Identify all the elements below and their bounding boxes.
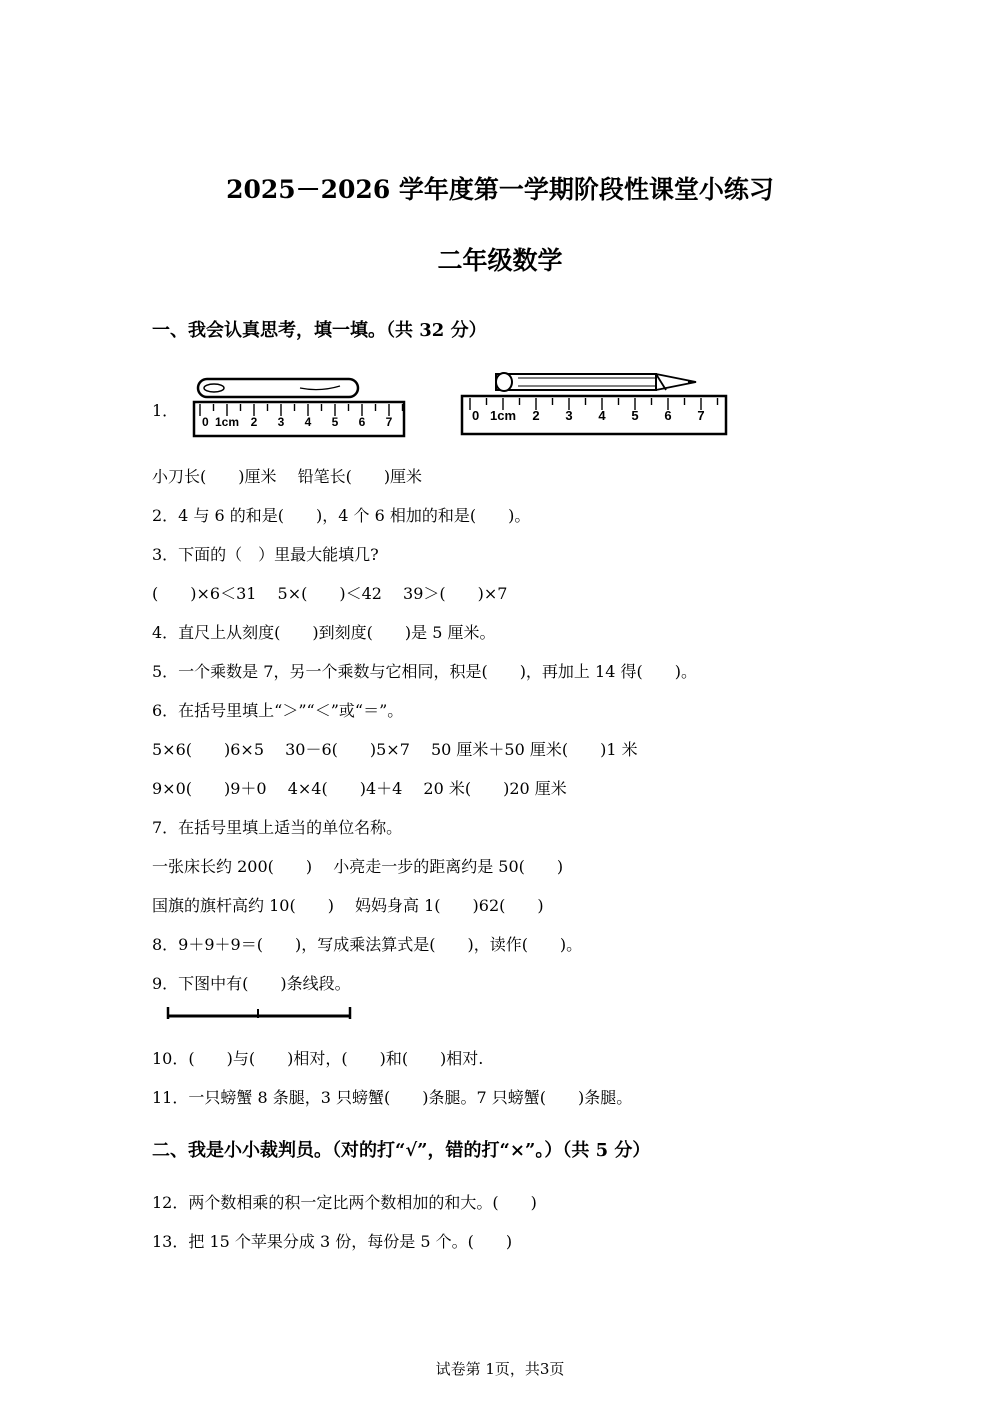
q6-row-1: 5×6( )6×5 30－6( )5×7 50 厘米＋50 厘米( )1 米	[152, 740, 638, 759]
ruler-label: 6	[358, 415, 366, 429]
pencil-ruler-figure	[456, 366, 732, 440]
q2: 2．4 与 6 的和是( )，4 个 6 相加的和是( )。	[152, 506, 531, 525]
q13: 13．把 15 个苹果分成 3 份，每份是 5 个。( )	[152, 1232, 513, 1251]
ruler-label: 5	[631, 408, 639, 423]
ruler-label: 3	[277, 415, 285, 429]
knife-icon	[198, 379, 358, 397]
pencil-icon	[496, 373, 696, 391]
section-2-heading: 二、我是小小裁判员。（对的打“√”，错的打“×”。）（共 5 分）	[152, 1140, 651, 1161]
page-title: 2025－2026 学年度第一学期阶段性课堂小练习	[226, 175, 774, 204]
ruler-label: 1cm	[214, 415, 240, 429]
q11: 11．一只螃蟹 8 条腿，3 只螃蟹( )条腿。7 只螃蟹( )条腿。	[152, 1088, 633, 1107]
q9: 9．下图中有( )条线段。	[152, 974, 351, 993]
q4: 4．直尺上从刻度( )到刻度( )是 5 厘米。	[152, 623, 496, 642]
q7: 7．在括号里填上适当的单位名称。	[152, 818, 403, 837]
line-segment-figure	[160, 1004, 360, 1024]
q7-row-2: 国旗的旗杆高约 10( ) 妈妈身高 1( )62( )	[152, 896, 544, 915]
ruler-1	[194, 402, 404, 436]
ruler-label: 0	[472, 408, 480, 423]
ruler-label: 7	[385, 415, 393, 429]
ruler-label: 2	[250, 415, 258, 429]
section-1-heading: 一、我会认真思考，填一填。（共 32 分）	[152, 320, 487, 341]
ruler-label: 3	[565, 408, 573, 423]
ruler-label: 4	[598, 408, 606, 423]
ruler-label: 4	[304, 415, 312, 429]
q3: 3．下面的（ ）里最大能填几?	[152, 545, 379, 564]
q1-number: 1．	[152, 401, 179, 420]
page-subtitle: 二年级数学	[437, 246, 563, 275]
ruler-label: 7	[697, 408, 705, 423]
q3-items: ( )×6＜31 5×( )＜42 39＞( )×7	[152, 584, 508, 603]
ruler-label: 0	[202, 415, 209, 429]
q7-row-1: 一张床长约 200( ) 小亮走一步的距离约是 50( )	[152, 857, 564, 876]
knife-ruler-figure	[190, 374, 410, 440]
q10: 10．( )与( )相对，( )和( )相对.	[152, 1049, 484, 1068]
q1-text: 小刀长( )厘米 铅笔长( )厘米	[152, 467, 423, 486]
ruler-label: 6	[664, 408, 672, 423]
q12: 12．两个数相乘的积一定比两个数相加的和大。( )	[152, 1193, 537, 1212]
ruler-label: 1cm	[489, 408, 517, 423]
page-footer: 试卷第 1页，共3页	[435, 1360, 565, 1378]
q6: 6．在括号里填上“＞”“＜”或“＝”。	[152, 701, 404, 720]
ruler-2	[462, 396, 726, 434]
q5: 5．一个乘数是 7，另一个乘数与它相同，积是( )，再加上 14 得( )。	[152, 662, 697, 681]
q8: 8．9＋9＋9＝( )，写成乘法算式是( )，读作( )。	[152, 935, 583, 954]
ruler-label: 2	[532, 408, 540, 423]
ruler-label: 5	[331, 415, 339, 429]
q6-row-2: 9×0( )9＋0 4×4( )4＋4 20 米( )20 厘米	[152, 779, 567, 798]
